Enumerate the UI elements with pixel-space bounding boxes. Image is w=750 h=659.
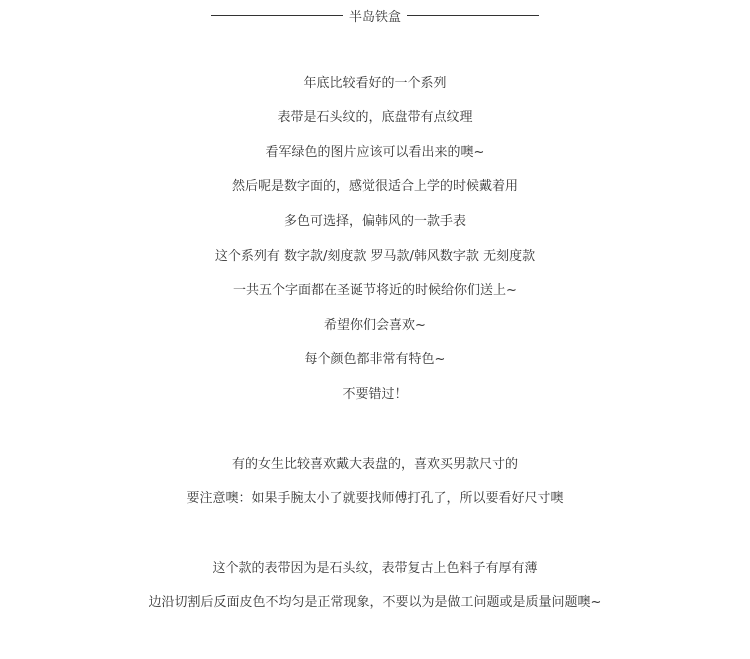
header-rule-right xyxy=(407,15,539,16)
paragraph-line: 有的女生比较喜欢戴大表盘的，喜欢买男款尺寸的 xyxy=(231,457,518,472)
paragraph-line: 表带是石头纹的，底盘带有点纹理 xyxy=(277,110,473,125)
paragraph-line: 不要错过！ xyxy=(342,387,408,402)
paragraph-line: 每个颜色都非常有特色~ xyxy=(304,352,446,367)
paragraph-line: 边沿切割后反面皮色不均匀是正常现象，不要以为是做工问题或是质量问题噢~ xyxy=(148,595,602,610)
paragraph-line: 这个款的表带因为是石头纹，表带复古上色料子有厚有薄 xyxy=(212,561,538,576)
section-header xyxy=(0,4,750,26)
paragraph-line: 一共五个字面都在圣诞节将近的时候给你们送上~ xyxy=(233,283,517,298)
section-title: 半岛铁盒 xyxy=(348,9,401,25)
paragraph-line: 年底比较看好的一个系列 xyxy=(303,76,447,91)
paragraph-line: 要注意噢：如果手腕太小了就要找师傅打孔了，所以要看好尺寸噢 xyxy=(186,491,564,506)
paragraph-line: 然后呢是数字面的，感觉很适合上学的时候戴着用 xyxy=(231,179,518,194)
paragraph-line: 多色可选择，偏韩风的一款手表 xyxy=(283,214,466,229)
paragraph-line: 看军绿色的图片应该可以看出来的噢~ xyxy=(265,145,485,160)
header-rule-left xyxy=(211,15,343,16)
paragraph-line: 希望你们会喜欢~ xyxy=(324,318,426,333)
paragraph-line: 这个系列有 数字款/刻度款 罗马款/韩风数字款 无刻度款 xyxy=(214,249,536,264)
